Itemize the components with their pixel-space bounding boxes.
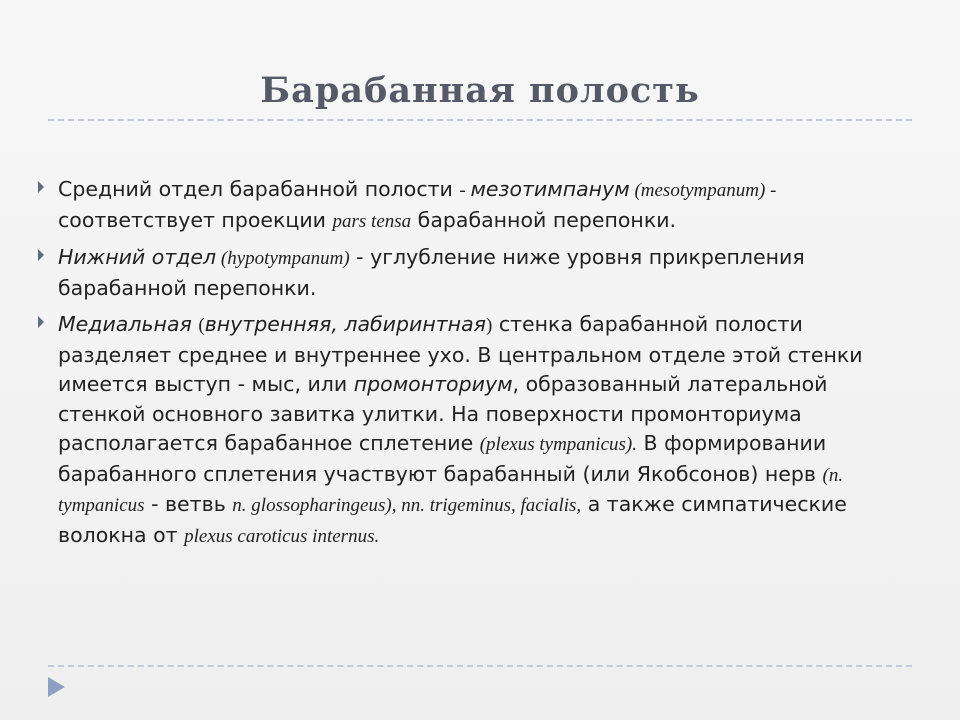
text-segment: промонториум [353, 372, 513, 396]
slide-title: Барабанная полость [260, 70, 700, 111]
bullet-triangle-icon [38, 316, 44, 328]
text-segment: pars tensa [332, 210, 412, 232]
text-segment: В формировании барабанного сплетения участвуют барабанный (или Якобсонов) нерв [58, 431, 827, 486]
text-segment: Нижний отдел [58, 245, 217, 269]
text-segment: ) [485, 315, 493, 336]
bullet-text [58, 177, 776, 232]
footer-divider [48, 665, 912, 667]
bullet-text [58, 245, 805, 300]
text-segment: соответствует проекции [58, 207, 333, 232]
bullet-item [38, 243, 918, 303]
text-segment: а также симпатические волокна от [58, 492, 847, 547]
title-divider [48, 119, 912, 121]
text-segment: - углубление ниже уровня прикрепления барабанной перепонки. [58, 245, 805, 300]
text-segment: n. glossopharingeus), nn. trigeminus, facialis, [232, 495, 582, 516]
nav-triangle-icon[interactable] [45, 675, 67, 699]
bullet-item [38, 310, 918, 551]
bullet-text [58, 312, 863, 547]
text-segment: (hypotympanum) [216, 248, 350, 269]
text-segment: , образованный латеральной стенкой основного завитка улитки. На поверхности промонториума располагается барабанное сплетение [58, 372, 828, 455]
bullet-item [38, 175, 918, 236]
text-segment: ( [198, 315, 205, 336]
text-segment: барабанной перепонки. [411, 207, 677, 232]
slide-body [38, 175, 918, 558]
text-segment: plexus caroticus internus. [184, 525, 380, 547]
text-segment: - [459, 180, 471, 201]
bullet-triangle-icon [38, 249, 44, 261]
text-segment: мезотимпанум [470, 177, 630, 201]
text-segment: - ветвь [144, 492, 233, 516]
text-segment: (mesotympanum) - [629, 180, 777, 201]
bullet-list [38, 175, 918, 551]
text-segment: стенка барабанной полости разделяет среднее и внутреннее ухо. В центральном отделе этой стенки имеется выступ - мыс, или [58, 312, 863, 396]
text-segment: (plexus tympanicus). [479, 434, 637, 455]
text-segment: внутренняя, лабиринтная [204, 312, 486, 336]
bullet-triangle-icon [38, 181, 44, 193]
text-segment: (n. tympanicus [58, 464, 844, 516]
text-segment: Медиальная [58, 312, 199, 336]
text-segment: Средний отдел барабанной полости [58, 177, 460, 201]
